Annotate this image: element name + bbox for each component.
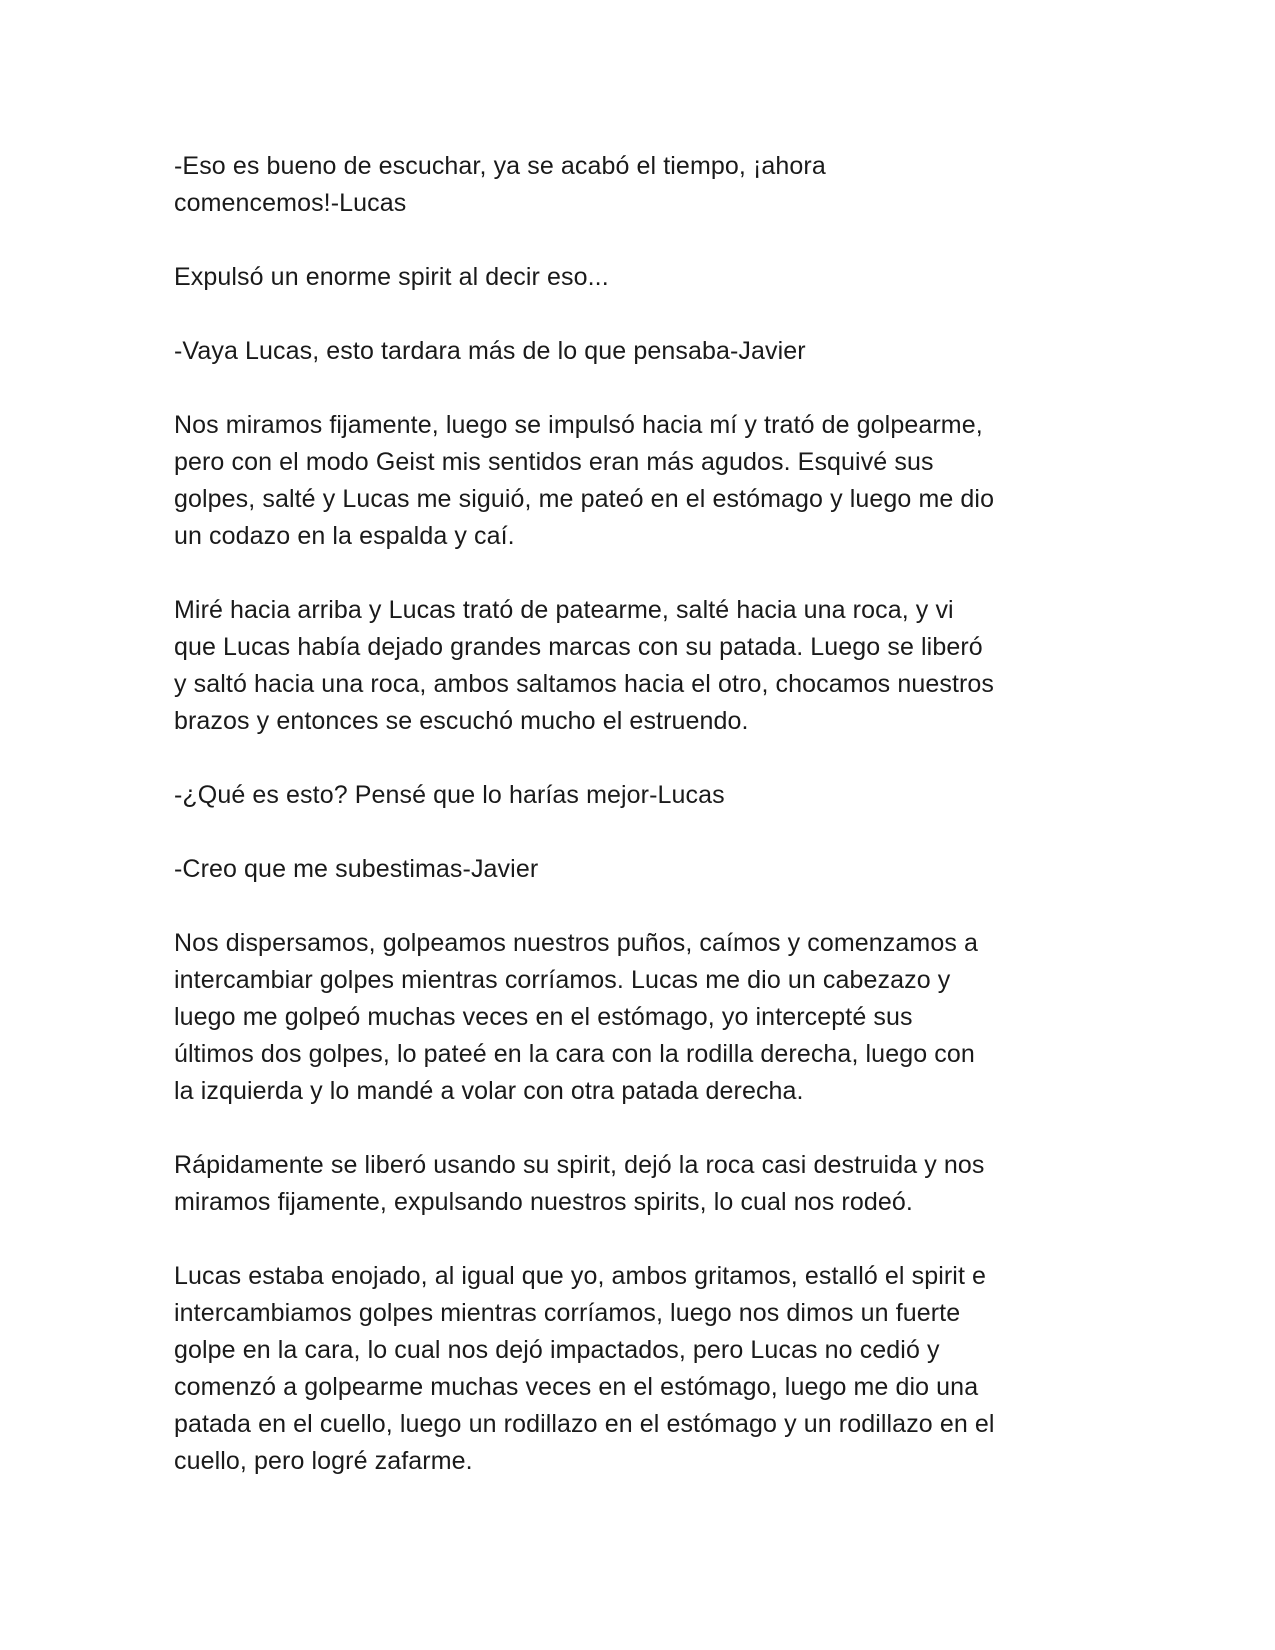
paragraph-10: Lucas estaba enojado, al igual que yo, ambos gritamos, estalló el spirit e intercambiamos golpes mientras corríamos, luego nos dimos un fuerte golpe en la cara, lo cual nos dejó impactados, pero Lucas no cedió y comenzó a golpearme muchas veces en el estómago, luego me dio una patada en el cuello, luego un rodillazo en el estómago y un rodillazo en el cuello, pero logré zafarme. [174,1262,995,1475]
paragraph-8: Nos dispersamos, golpeamos nuestros puños, caímos y comenzamos a intercambiar golpes mientras corríamos. Lucas me dio un cabezazo y luego me golpeó muchas veces en el estómago, yo intercepté sus últimos dos golpes, lo pateé en la cara con la rodilla derecha, luego con la izquierda y lo mandé a volar con otra patada derecha. [174,929,978,1105]
document-body [174,148,1094,1480]
paragraph-6: -¿Qué es esto? Pensé que lo harías mejor-Lucas [174,781,725,809]
paragraph-7: -Creo que me subestimas-Javier [174,855,539,883]
paragraph-4: Nos miramos fijamente, luego se impulsó hacia mí y trató de golpearme, pero con el modo Geist mis sentidos eran más agudos. Esquivé sus golpes, salté y Lucas me siguió, me pateó en el estómago y luego me dio un codazo en la espalda y caí. [174,411,995,550]
paragraph-2: Expulsó un enorme spirit al decir eso... [174,263,609,291]
paragraph-5: Miré hacia arriba y Lucas trató de patearme, salté hacia una roca, y vi que Lucas había dejado grandes marcas con su patada. Luego se liberó y saltó hacia una roca, ambos saltamos hacia el otro, chocamos nuestros brazos y entonces se escuchó mucho el estruendo. [174,596,995,735]
paragraph-9: Rápidamente se liberó usando su spirit, dejó la roca casi destruida y nos miramos fijamente, expulsando nuestros spirits, lo cual nos rodeó. [174,1151,985,1216]
paragraph-3: -Vaya Lucas, esto tardara más de lo que pensaba-Javier [174,337,806,365]
paragraph-1: -Eso es bueno de escuchar, ya se acabó el tiempo, ¡ahora comencemos!-Lucas [174,152,826,217]
